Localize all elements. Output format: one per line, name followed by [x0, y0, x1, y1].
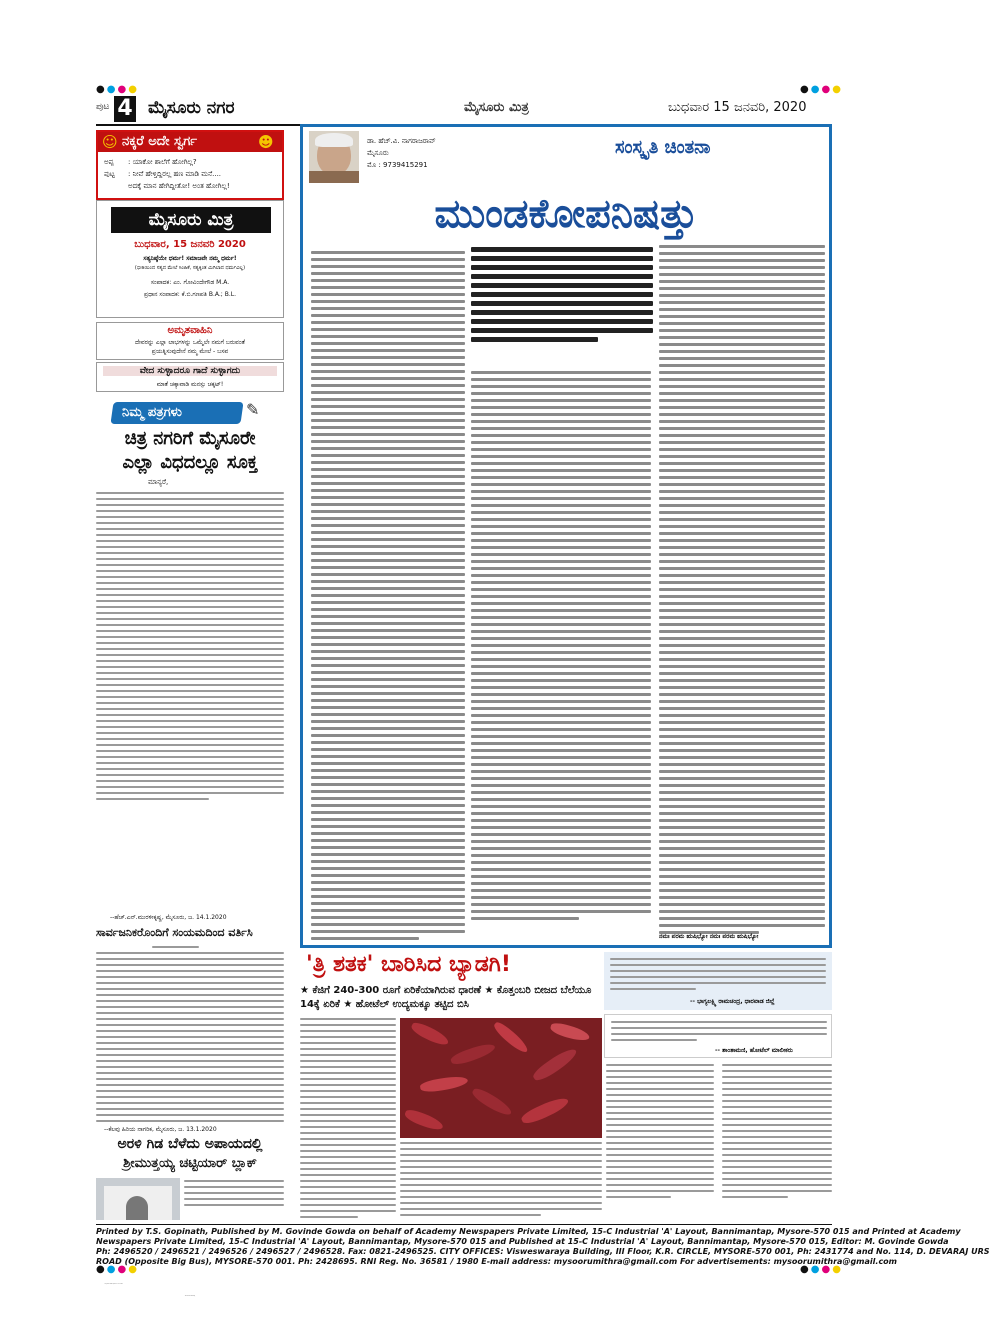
news-sidebar-quote2 — [604, 1014, 832, 1058]
pull-quote — [471, 241, 653, 367]
letter1-headline-line1: ಚಿತ್ರ ನಗರಿಗೆ ಮೈಸೂರೇ — [124, 428, 256, 449]
letter3-body — [184, 1180, 284, 1210]
letter3-block — [96, 1126, 284, 1222]
news-headline: 'ತ್ರಿ ಶತಕ' ಬಾರಿಸಿದ ಬ್ಯಾಡಗಿ! — [306, 952, 511, 977]
nakkare-title: ನಕ್ಕರೆ ಅದೇ ಸ್ವರ್ಗ — [122, 134, 197, 149]
letter1-headline-line2: ಎಲ್ಲಾ ವಿಧದಲ್ಲೂ ಸೂಕ್ತ — [122, 452, 258, 473]
nakkare-line2-label: ಪುಟ್ಟ — [104, 170, 115, 178]
column-footer-line: ನಮಃ ಪರಮ ಋಷಿಭ್ಯೋ ನಮಃ ಪರಮ ಋಷಿಭ್ಯೋ — [659, 933, 759, 940]
page-number: 4 — [114, 96, 136, 122]
imprint-line2: Newspapers Private Limited, 15-C Industrial 'A' Layout, Bannimantap, Mysore-570 015 and Published at 15-C Industrial 'A' Layout, Bannimantap, Mysore-570 015, Editor: M. Govinde Gowda — [96, 1237, 949, 1246]
registration-marks-top-left: ●●●● — [96, 84, 139, 95]
laughing-icon: ☻ — [258, 133, 274, 151]
amrutavani-line2: ಪ್ರಯತ್ನಿಸುವುದೇನೆ ನಮ್ಮ ಮೇಲೆ - ಬಸವ — [151, 348, 229, 355]
series-title: ಸಂಸ್ಕೃತಿ ಚಿಂತನಾ — [615, 137, 711, 158]
chili-photo — [400, 1018, 602, 1138]
proverb-title: ವೇದ ಸುಳ್ಳಾದರೂ ಗಾದೆ ಸುಳ್ಳಾಗದು — [103, 366, 277, 376]
column-body-col2 — [471, 371, 651, 924]
letter2-headline: ಸಾರ್ವಜನಿಕರೊಂದಿಗೆ ಸಂಯಮದಿಂದ ವರ್ತಿಸಿ — [96, 926, 253, 939]
masthead-box — [96, 200, 284, 318]
registration-marks-bottom-left: ●●●● — [96, 1264, 139, 1275]
masthead-founder: ಸಂಪಾದಕ: ಎಂ. ಗೋವಿಂದೇಗೌಡ M.A. — [150, 279, 230, 286]
proverb-box — [96, 362, 284, 392]
section-title: ಮೈಸೂರು ನಗರ — [148, 98, 235, 118]
imprint — [96, 1224, 990, 1267]
imprint-line4: ROAD (Opposite Big Bus), MYSORE-570 001. Ph: 2428695. RNI Reg. No. 36581 / 1980 E-mail address: mysoorumithra@gmail.com For advertisements: mysoorumithra@gmail.com — [96, 1257, 898, 1266]
news-sidebar-sign2: -- ಶಾಂತಾಮಣಿ, ಹೋಟೆಲ್ ಮಾಲೀಕರು — [715, 1047, 793, 1054]
proverb-sub: ಮಾತೆ ಚಕ್ಕಾವಾಡಿ ಮನಸ್ಸು ಚಕ್ಕಟ್! — [156, 381, 224, 388]
nakkare-box — [96, 130, 284, 200]
nakkare-line3-text: ಅದಕ್ಕೆ ಮಾನ ಹೇಗಿದ್ದೀತೋ! ಅಂತ ಹೋಗಿಲ್ಲ! — [128, 182, 230, 190]
amrutavani-title: ಅಮೃತವಾಹಿನಿ — [167, 325, 213, 336]
registration-marks-bottom-right: ●●●● — [800, 1264, 843, 1275]
letter1-body — [96, 492, 284, 804]
imprint-line1: Printed by T.S. Gopinath, Published by M. Govinde Gowda on behalf of Academy Newspapers Private Limited, 15-C Industrial 'A' Layout, Bannimantap, Mysore-570 015 and Printed at Academy — [96, 1227, 961, 1236]
imprint-line3: Ph: 2496520 / 2496521 / 2496526 / 2496527 / 2496528. Fax: 0821-2496525. CITY OFFICES: Visweswaraya Building, III Floor, K.R. CIRCLE, MYSORE-570 001, Ph: 2431774 and No. 114, D. DEVARAJ URS — [96, 1247, 990, 1256]
letter1-signature: --ಹೆಚ್.ಎನ್.ಮುರಳೀಕೃಷ್ಣ, ಮೈಸೂರು, ಜ. 14.1.2020 — [110, 914, 227, 921]
amrutavani-line1: ದೇವರನ್ನು ಎಲ್ಲಾ ಲಾಭಗಳನ್ನು ಒಮ್ಮೆಲೇ ನಮಗೆ ಬರುವಂತೆ — [135, 339, 245, 346]
letter3-headline-line1: ಅರಳಿ ಗಿಡ ಬೆಳೆದು ಅಪಾಯದಲ್ಲಿ — [184, 1296, 196, 1297]
pen-icon: ✎ — [246, 400, 260, 419]
letter2-signature: --ಕೆಲವು ಹಿರಿಯ ನಾಗರಿಕ, ಮೈಸೂರು, ಜ. 13.1.2020 — [104, 1284, 123, 1285]
news-subhead: ★ ಕೆಜಿಗೆ 240-300 ರೂಗೆ ಏರಿಕೆಯಾಗಿರುವ ಧಾರಣೆ ★ ಕೊತ್ತಂಬರಿ ಬೀಜದ ಬೆಲೆಯೂ 14ಕ್ಕೆ ಏರಿಕೆ ★ ಹೋಟೆಲ್ ಉದ್ಯಮಕ್ಕೂ ತಟ್ಟಿದ ಬಿಸಿ — [300, 985, 592, 1010]
author-city: ಮೈಸೂರು — [367, 149, 389, 157]
column-body-col1 — [311, 251, 465, 944]
nakkare-line1-text: : ಯಾಕೋ ಶಾಲೆಗೆ ಹೋಗಿಲ್ಲ? — [128, 158, 197, 166]
news-body-col3 — [606, 1064, 714, 1202]
masthead-tagline2: (ಭೀತಿಯಿಂದ ಸತ್ಯದ ಮೇಲೆ ಸಿಂಹಿಕೆ, ಸತ್ಯಕ್ಕಿಂತ ಮಿಗಿಲಾದ ಧರ್ಮವಿಲ್ಲ) — [134, 265, 246, 271]
author-name: ಡಾ. ಹೆಚ್.ವಿ. ನಾಗರಾಜರಾವ್ — [367, 137, 436, 145]
news-sidebar-sign: -- ಭಾಗ್ಯಲಕ್ಷ್ಮಿ ರಾಮಚಂದ್ರ, ಧಾರವಾಡ ಜಿಲ್ಲೆ — [690, 998, 775, 1005]
letters-banner-text: ನಿಮ್ಮ ಪತ್ರಗಳು — [122, 405, 182, 420]
header-date: ಬುಧವಾರ 15 ಜನವರಿ, 2020 — [668, 100, 807, 115]
page-label: ಪುಟ — [96, 102, 110, 112]
masthead-date: ಬುಧವಾರ, 15 ಜನವರಿ 2020 — [134, 239, 246, 250]
header-masthead: ಮೈಸೂರು ಮಿತ್ರ — [464, 100, 529, 115]
amrutavani-box — [96, 322, 284, 360]
masthead-tagline1: ಸತ್ಯನಿಷ್ಠೆಯೇ ಧರ್ಮ! ಸಮಾಜವೇ ನಮ್ಮ ಧರ್ಮ! — [143, 255, 237, 262]
masthead-logo: ಮೈಸೂರು ಮಿತ್ರ — [111, 207, 271, 233]
news-sidebar-quote — [604, 952, 832, 1010]
page-header — [96, 96, 832, 126]
news-body-col4 — [722, 1064, 832, 1202]
column-frame — [300, 124, 832, 948]
news-body-below-photo — [400, 1142, 602, 1220]
nakkare-line1-label: ಅಪ್ಪ — [104, 158, 114, 166]
letter3-headline-b: ಶ್ರೀಮುತ್ತಯ್ಯ ಚಟ್ಟಿಯಾರ್ ಬ್ಲಾಕ್ — [123, 1156, 257, 1171]
author-phone: ಮೊ : 9739415291 — [367, 161, 428, 169]
smiley-icon: ☺ — [102, 133, 118, 151]
building-photo — [96, 1178, 180, 1220]
letter3-headline-a: ಅರಳಿ ಗಿಡ ಬೆಳೆದು ಅಪಾಯದಲ್ಲಿ — [117, 1136, 263, 1152]
letter1-salutation: ಮಾನ್ಯರೆ, — [148, 478, 169, 486]
masthead-editor: ಪ್ರಧಾನ ಸಂಪಾದಕ: ಕೆ.ಬಿ.ಗಣಪತಿ B.A.; B.L. — [143, 291, 236, 298]
author-photo — [309, 131, 359, 181]
column-title: ಮುಂಡಕೋಪನಿಷತ್ತು — [434, 191, 698, 237]
news-body-col1 — [300, 1018, 396, 1222]
registration-marks-top-right: ●●●● — [800, 84, 843, 95]
column-body-col3 — [659, 245, 825, 938]
letter2-signature-visible: --ಕೆಲವು ಹಿರಿಯ ನಾಗರಿಕ, ಮೈಸೂರು, ಜ. 13.1.2020 — [104, 1126, 217, 1133]
nakkare-line2-text: : ನೀವೆ ಹೇಳ್ತಿದ್ದಿರಲ್ಲ ಹಣ ಮಾಡಿ ಮನೆ.... — [128, 170, 222, 178]
